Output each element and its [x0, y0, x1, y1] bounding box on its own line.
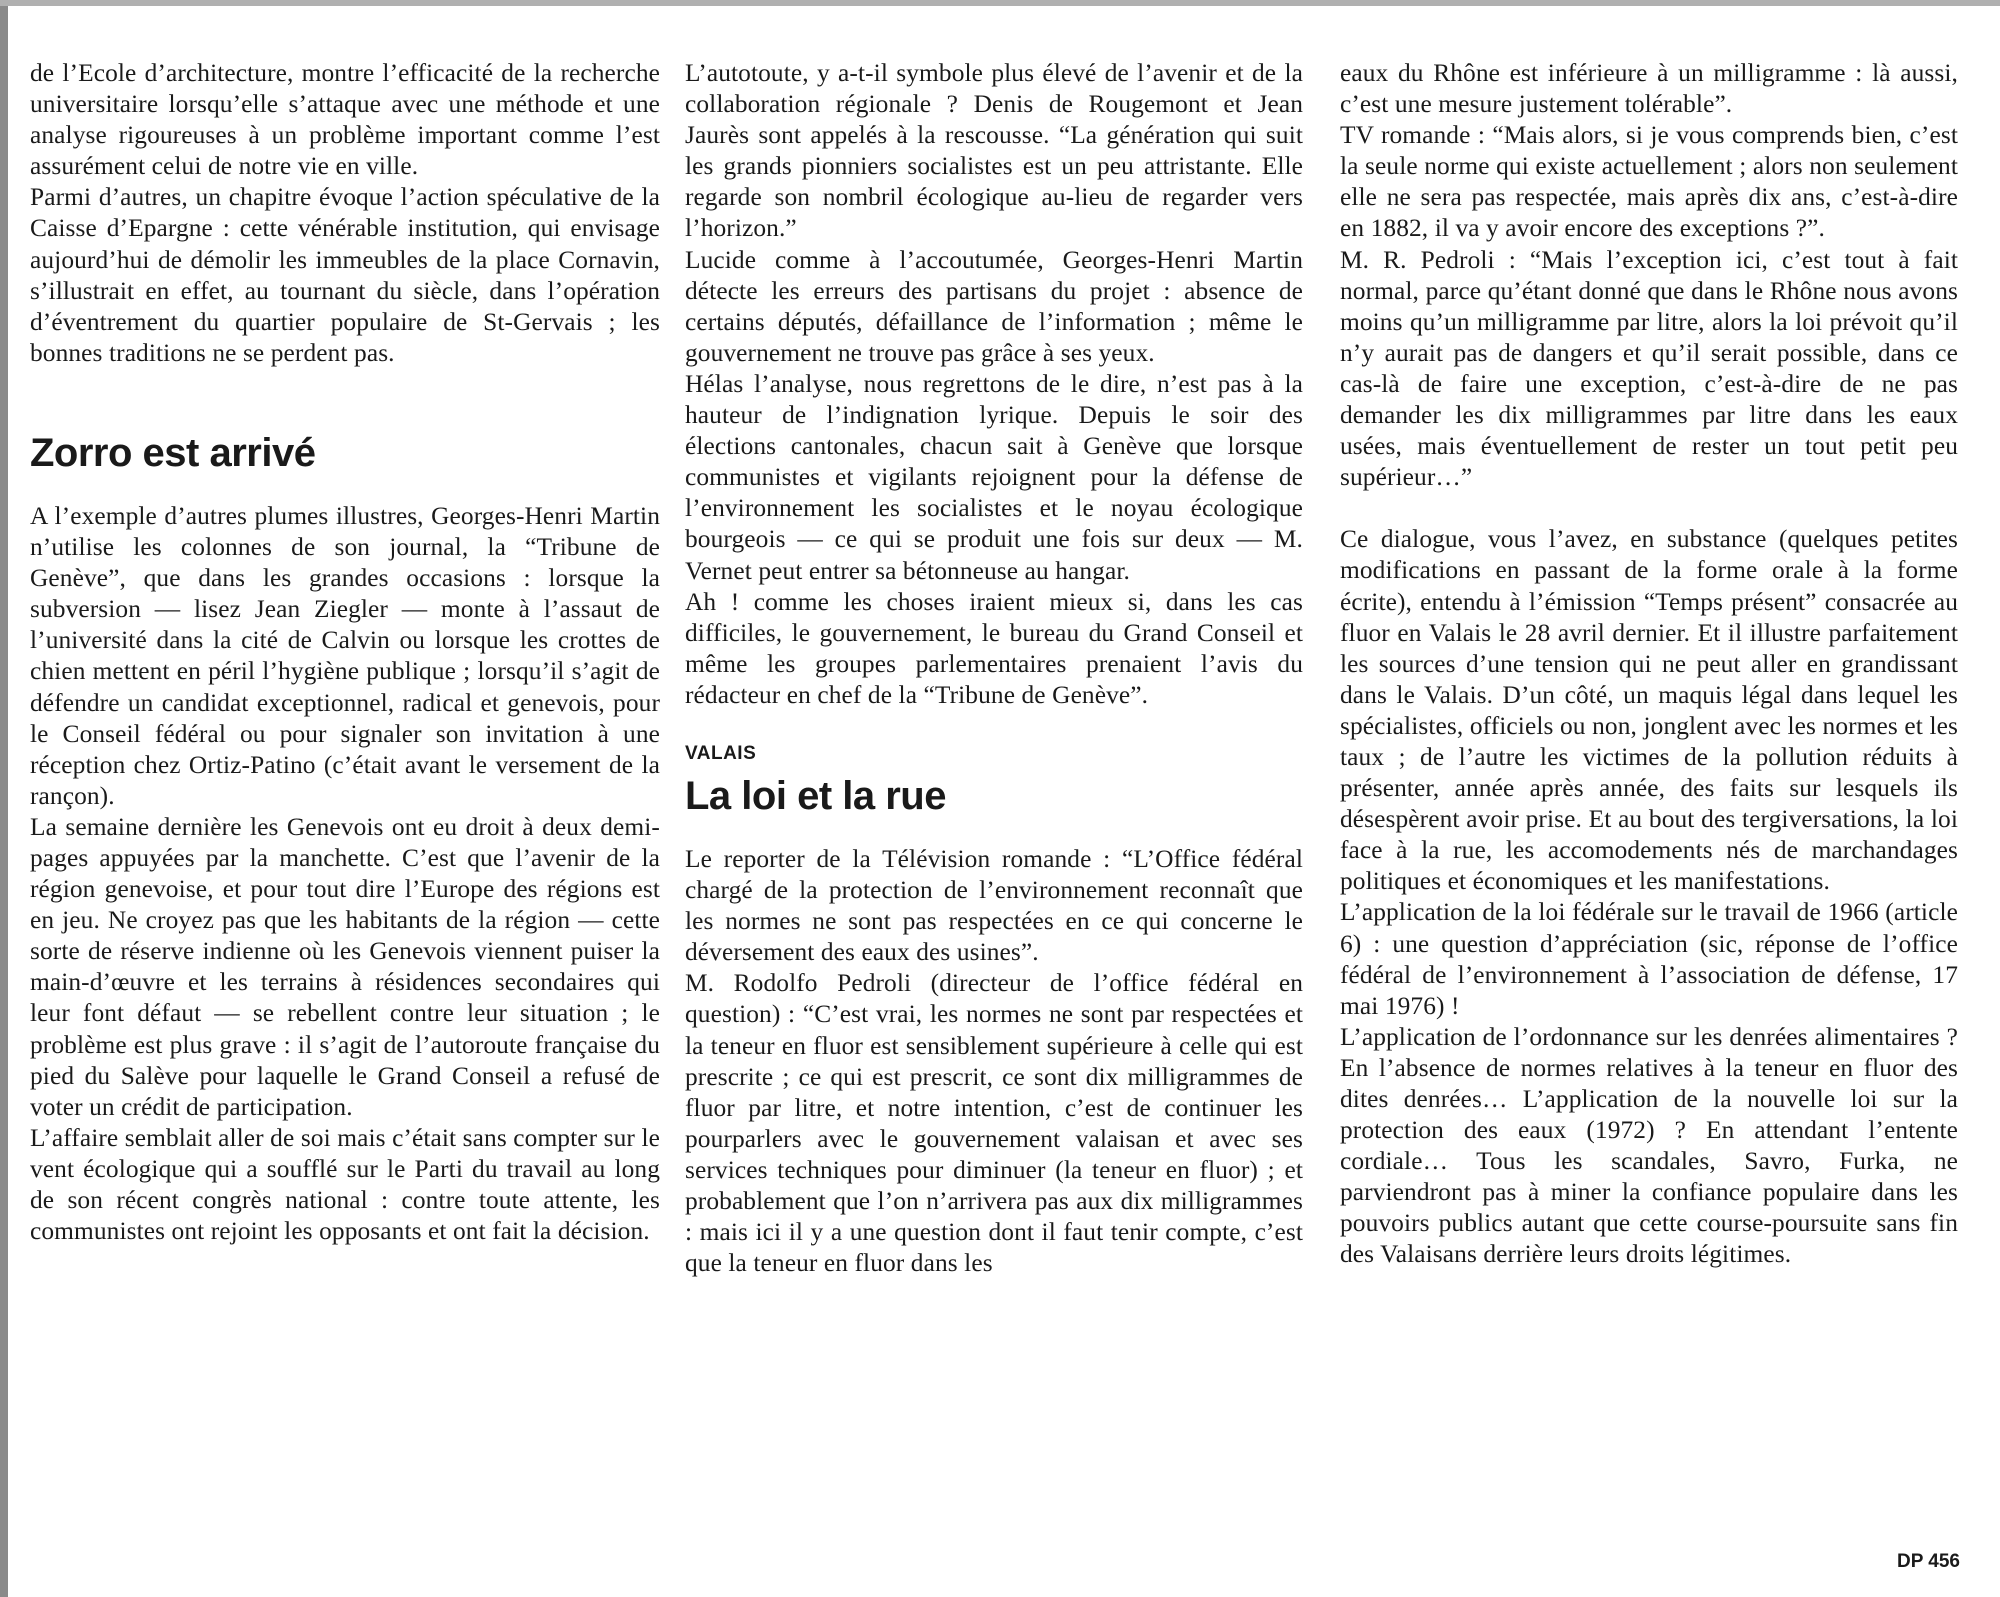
col1-paragraph-5: L’affaire semblait aller de soi mais c’était sans compter sur le vent écologique qui a soufflé sur le Parti du travail au long de son récent congrès national : contre toute attente, les communistes ont rejoint les opposants et ont fait la décision.: [30, 1123, 660, 1246]
col2-paragraph-4: Ah ! comme les choses iraient mieux si, dans les cas difficiles, le gouvernement, le bureau du Grand Conseil et même les groupes parlementaires prenaient l’avis du rédacteur en chef de la “Tribune de Genève”.: [685, 587, 1303, 709]
col3-paragraph-1: eaux du Rhône est inférieure à un milligramme : là aussi, c’est une mesure justement tolérable”.: [1340, 59, 1958, 119]
page-folio: DP 456: [1896, 1551, 1960, 1572]
page-edge: [0, 0, 8, 1597]
section-label-valais: VALAIS: [685, 742, 757, 764]
column-2: [685, 58, 1303, 1279]
col1-paragraph-1: de l’Ecole d’architecture, montre l’efficacité de la recherche universitaire lorsqu’elle s’attaque avec une méthode et une analyse rigoureuses à un problème important comme l’est assurément celui de notre vie en ville.: [30, 59, 660, 181]
col2-paragraph-5: Le reporter de la Télévision romande : “L’Office fédéral chargé de la protection de l’environnement reconnaît que les normes ne sont pas respectées en ce qui concerne le déversement des eaux des usines”.: [685, 844, 1303, 967]
heading-zorro: Zorro est arrivé: [30, 430, 316, 475]
spacer: [30, 369, 660, 431]
col3-paragraph-6: L’application de l’ordonnance sur les denrées alimentaires ? En l’absence de normes relatives à la teneur en fluor des dites denrées… L’application de la nouvelle loi sur la protection des eaux (1972) ? En attendant l’entente cordiale… Tous les scandales, Savro, Furka, ne parviendront pas à miner la confiance populaire dans les pouvoirs publics autant que cette course-poursuite sans fin des Valaisans derrière leurs droits légitimes.: [1340, 1022, 1958, 1269]
col1-paragraph-3: A l’exemple d’autres plumes illustres, Georges-Henri Martin n’utilise les colonnes de son journal, la “Tribune de Genève”, que dans les grandes occasions : lorsque la subversion — lisez Jean Ziegler — monte à l’assaut de l’université dans la cité de Calvin ou lorsque les crottes de chien mettent en péril l’hygiène publique ; lorsqu’il s’agit de défendre un candidat exceptionnel, radical et genevois, pour le Conseil fédéral ou pour signaler son invitation à une réception chez Ortiz-Patino (c’était avant le versement de la rançon).: [30, 501, 660, 810]
heading-loi-et-rue: La loi et la rue: [685, 773, 946, 818]
column-1: [30, 58, 660, 1247]
col2-paragraph-2: Lucide comme à l’accoutumée, Georges-Henri Martin détecte les erreurs des partisans du projet : absence de certains députés, défaillance de l’information ; même le gouvernement ne trouve pas grâce à ses yeux.: [685, 245, 1303, 367]
col2-paragraph-3: Hélas l’analyse, nous regrettons de le dire, n’est pas à la hauteur de l’indignation lyrique. Depuis le soir des élections cantonales, chacun sait à Genève que lorsque communistes et vigilants rejoignent pour la défense de l’environnement les socialistes et le noyau écologique bourgeois — ce qui se produit une fois sur deux — M. Vernet peut entrer sa bétonneuse au hangar.: [685, 369, 1303, 585]
col3-paragraph-2: TV romande : “Mais alors, si je vous comprends bien, c’est la seule norme qui existe actuellement ; alors non seulement elle ne sera pas respectée, mais après dix ans, c’est-à-dire en 1882, il va y avoir encore des exceptions ?”.: [1340, 121, 1958, 243]
col3-paragraph-4: Ce dialogue, vous l’avez, en substance (quelques petites modifications en passant de la forme orale à la forme écrite), entendu à l’émission “Temps présent” consacrée au fluor en Valais le 28 avril dernier. Et il illustre parfaitement les sources d’une tension qui ne peut aller en grandissant dans le Valais. D’un côté, un maquis légal dans lequel les spécialistes, officiels ou non, jonglent avec les normes et les taux ; de l’autre les victimes de la pollution réduits à présenter, année après année, des faits sur lesquels ils désespèrent avoir prise. Et au bout des tergiversations, la loi face à la rue, les accomodements nés de marchandages politiques et économiques et les manifestations.: [1340, 525, 1958, 896]
page-top-edge: [0, 0, 2000, 6]
col1-paragraph-4: La semaine dernière les Genevois ont eu droit à deux demi-pages appuyées par la manchette. C’est que l’avenir de la région genevoise, et pour tout dire l’Europe des régions est en jeu. Ne croyez pas que les habitants de la région — cette sorte de réserve indienne où les Genevois viennent puiser la main-d’œuvre et les terrains à résidences secondaires qui leur font défaut — se rebellent contre leur situation ; le problème est plus grave : il s’agit de l’autoroute française du pied du Salève pour laquelle le Grand Conseil a refusé de voter un crédit de participation.: [30, 812, 660, 1121]
spacer: [685, 711, 1303, 742]
column-3: [1340, 58, 1958, 1271]
col3-paragraph-5: L’application de la loi fédérale sur le travail de 1966 (article 6) : une question d’appréciation (sic, réponse de l’office fédéral de l’environnement à l’association de défense, 17 mai 1976) !: [1340, 898, 1958, 1020]
col3-paragraph-3: M. R. Pedroli : “Mais l’exception ici, c’est tout à fait normal, parce qu’étant donné que dans le Rhône nous avons moins qu’un milligramme par litre, alors la loi prévoit qu’il n’y aurait pas de dangers et qu’il serait possible, dans ce cas-là de faire une exception, c’est-à-dire de ne pas demander les dix milligrammes par litre dans les eaux usées, mais éventuellement de rester un tout petit peu supérieur…”: [1340, 245, 1958, 492]
spacer: [1340, 493, 1958, 524]
col2-paragraph-6: M. Rodolfo Pedroli (directeur de l’office fédéral en question) : “C’est vrai, les normes ne sont par respectées et la teneur en fluor est sensiblement supérieure à celle qui est prescrite ; ce qui est prescrit, ce sont dix milligrammes de fluor par litre, et notre intention, c’est de continuer les pourparlers avec le gouvernement valaisan et avec ses services techniques pour diminuer (la teneur en fluor) ; et probablement que l’on n’arrivera pas aux dix milligrammes : mais ici il y a une question dont il faut tenir compte, c’est que la teneur en fluor dans les: [685, 969, 1303, 1278]
col1-paragraph-2: Parmi d’autres, un chapitre évoque l’action spéculative de la Caisse d’Epargne : cette vénérable institution, qui envisage aujourd’hui de démolir les immeubles de la place Cornavin, s’illustrait en effet, au tournant du siècle, dans l’opération d’éventrement du quartier populaire de St-Gervais ; les bonnes traditions ne se perdent pas.: [30, 183, 660, 367]
col2-paragraph-1: L’autotoute, y a-t-il symbole plus élevé de l’avenir et de la collaboration régionale ? Denis de Rougemont et Jean Jaurès sont appelés à la rescousse. “La génération qui suit les grands pionniers socialistes est un peu attristante. Elle regarde son nombril écologique au-lieu de regarder vers l’horizon.”: [685, 59, 1303, 243]
